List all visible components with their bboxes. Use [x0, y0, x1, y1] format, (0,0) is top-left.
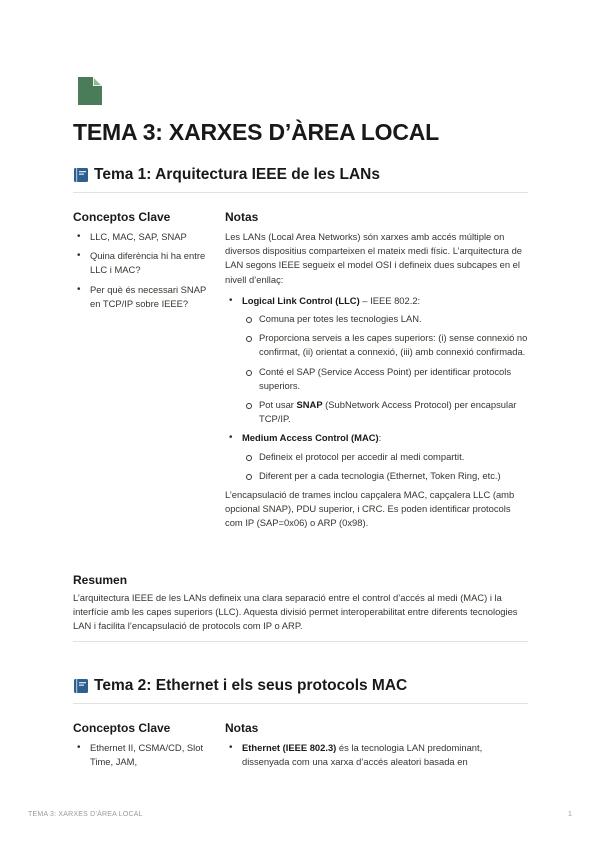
book-icon	[73, 167, 89, 183]
notes-outro: L’encapsulació de trames inclou capçalera MAC, capçalera LLC (amb opcional SNAP), PDU superior, i CRC. Es poden identificar protocols com IP (SAP=0x06) o ARP (0x98).	[225, 489, 515, 529]
mac-title: Medium Access Control (MAC)	[242, 432, 379, 444]
list-item: • Per què és necessari SNAP en TCP/IP sobre IEEE?	[73, 283, 217, 311]
key-concepts-list	[73, 230, 217, 311]
mac-suffix: :	[378, 432, 382, 444]
list-item	[225, 431, 528, 483]
summary-heading: Resumen	[73, 573, 128, 587]
divider	[73, 641, 528, 642]
notes-intro: Les LANs (Local Area Networks) són xarxes amb accés múltiple on diversos dispositius comparteixen el mateix medi físic. L’arquitectura de LAN segons IEEE segueix el model OSI i defineix dues subcapes en el nivell d’enllaç:	[225, 231, 523, 285]
text-span: (SubNetwork Access Protocol) per encapsular TCP/IP.	[259, 399, 517, 425]
text-span: és la tecnologia LAN predominant, dissenyada com una xarxa d’accés aleatori basada en	[242, 742, 483, 768]
key-concepts-column	[73, 210, 225, 531]
list-item	[225, 294, 528, 427]
notes-list	[225, 741, 528, 769]
list-item: Defineix el protocol per accedir al medi compartit.	[242, 450, 528, 464]
llc-title: Logical Link Control (LLC)	[242, 294, 360, 306]
section-tema-2	[73, 675, 528, 774]
llc-suffix: – IEEE 802.2:	[359, 294, 421, 306]
key-concepts-list	[73, 741, 217, 769]
notes-heading: Notas	[225, 210, 259, 224]
notes-column	[225, 721, 528, 774]
section-heading	[73, 675, 528, 697]
list-item: • Ethernet II, CSMA/CD, Slot Time, JAM,	[73, 741, 217, 769]
key-concepts-heading: Conceptos Clave	[73, 721, 171, 735]
list-item: Conté el SAP (Service Access Point) per identificar protocols superiors.	[242, 365, 528, 393]
notes-list	[225, 294, 528, 483]
list-item	[225, 741, 528, 769]
section-heading-text: Tema 1: Arquitectura IEEE de les LANs	[94, 166, 380, 183]
page-title: TEMA 3: XARXES D’ÀREA LOCAL	[73, 119, 440, 145]
section-tema-1	[73, 164, 528, 531]
text-span: Pot usar	[259, 399, 297, 411]
snap-bold: SNAP	[296, 399, 323, 411]
footer-title: TEMA 3: XARXES D’ÀREA LOCAL	[28, 811, 143, 818]
notes-heading: Notas	[225, 721, 259, 735]
list-item	[242, 398, 528, 426]
document-icon	[78, 77, 102, 105]
summary-text: L’arquitectura IEEE de les LANs defineix una clara separació entre el control d’accés al medi (MAC) i la interfície amb les capes superiors (LLC). Aquesta divisió permet interoperabilitat entre diferents tecnologies LAN i facilita l’encapsulació de protocols com IP o ARP.	[73, 592, 518, 632]
list-item: • LLC, MAC, SAP, SNAP	[73, 230, 217, 244]
llc-sublist	[242, 312, 528, 426]
list-item: Comuna per totes les tecnologies LAN.	[242, 312, 528, 326]
key-concepts-heading: Conceptos Clave	[73, 210, 171, 224]
notes-column	[225, 210, 528, 531]
mac-sublist	[242, 450, 528, 483]
key-concepts-column	[73, 721, 225, 774]
divider	[73, 192, 528, 193]
page-number: 1	[568, 811, 573, 818]
book-icon	[73, 678, 89, 694]
ethernet-bold: Ethernet (IEEE 802.3)	[242, 742, 337, 753]
list-item: • Quina diferència hi ha entre LLC i MAC?	[73, 249, 217, 277]
divider	[73, 703, 528, 704]
summary-block	[73, 573, 533, 634]
section-heading	[73, 164, 528, 186]
section-heading-text: Tema 2: Ethernet i els seus protocols MAC	[94, 677, 408, 694]
list-item: Diferent per a cada tecnologia (Ethernet, Token Ring, etc.)	[242, 469, 528, 483]
list-item: Proporciona serveis a les capes superiors: (i) sense connexió no confirmat, (ii) orientat a connexió, (iii) amb connexió confirmada.	[242, 331, 528, 359]
